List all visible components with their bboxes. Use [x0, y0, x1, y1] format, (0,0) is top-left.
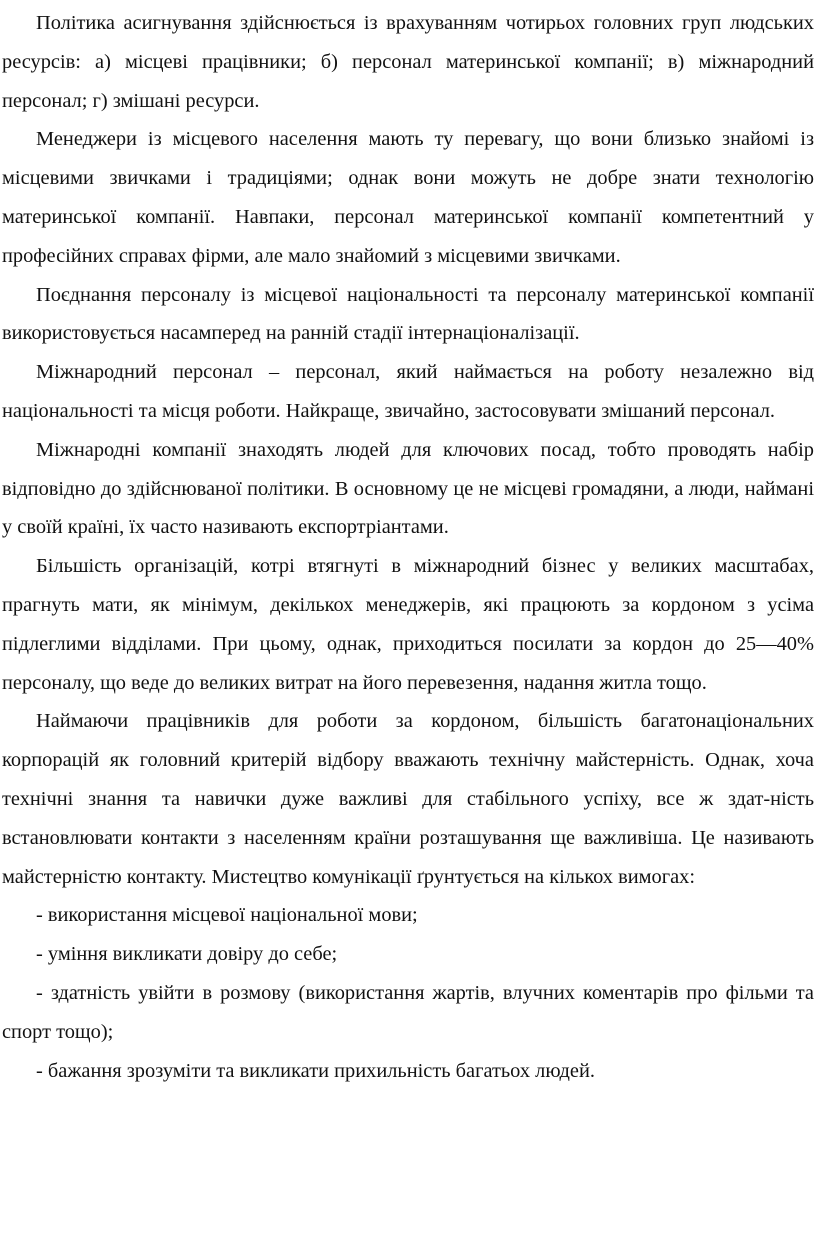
paragraph-hiring-abroad: Наймаючи працівників для роботи за кордоном, більшість багатонаціональних корпорацій як головний критерій відбору вважають технічну майстерність. Однак, хоча технічні знання та навички дуже важливі для стабільного успіху, все ж здат-ність встановлювати контакти з населенням країни розташування ще важливіша. Це називають майстерністю контакту. Мистецтво комунікації ґрунтується на кількох вимогах:: [2, 710, 814, 888]
paragraph-key-positions: Міжнародні компанії знаходять людей для ключових посад, тобто проводять набір відповідно до здійснюваної політики. В основному це не місцеві громадяни, а люди, наймані у своїй країні, їх часто називають експортріантами.: [2, 438, 814, 539]
list-item-conversation: - здатність увійти в розмову (використання жартів, влучних коментарів про фільми та спорт тощо);: [2, 981, 814, 1043]
paragraph-local-managers: Менеджери із місцевого населення мають ту перевагу, що вони близько знайомі із місцевими звичками і традиціями; однак вони можуть не добре знати технологію материнської компанії. Навпаки, персонал материнської компанії компетентний у професійних справах фірми, але мало знайомий з місцевими звичками.: [2, 128, 814, 267]
paragraph-international-staff: Міжнародний персонал – персонал, який наймається на роботу незалежно від національності та місця роботи. Найкраще, звичайно, застосовувати змішаний персонал.: [2, 361, 814, 422]
list-item-local-language: - використання місцевої національної мови;: [36, 904, 418, 927]
paragraph-combined-staff: Поєднання персоналу із місцевої національності та персоналу материнської компанії використовується насамперед на ранній стадії інтернаціоналізації.: [2, 283, 814, 345]
list-item-understanding: - бажання зрозуміти та викликати прихильність багатьох людей.: [36, 1059, 595, 1082]
paragraph-large-organizations: Більшість організацій, котрі втягнуті в міжнародний бізнес у великих масштабах, прагнуть мати, як мінімум, декількох менеджерів, які працюють за кордоном з усіма підлеглими відділами. При цьому, однак, приходиться посилати за кордон до 25—40% персоналу, що веде до великих витрат на його перевезення, надання житла тощо.: [2, 555, 814, 694]
list-item-trust: - уміння викликати довіру до себе;: [36, 943, 338, 966]
paragraph-resource-groups: Політика асигнування здійснюється із врахуванням чотирьох головних груп людських ресурсів: а) місцеві працівники; б) персонал материнської компанії; в) міжнародний персонал; г) змішані ресурси.: [2, 12, 814, 112]
